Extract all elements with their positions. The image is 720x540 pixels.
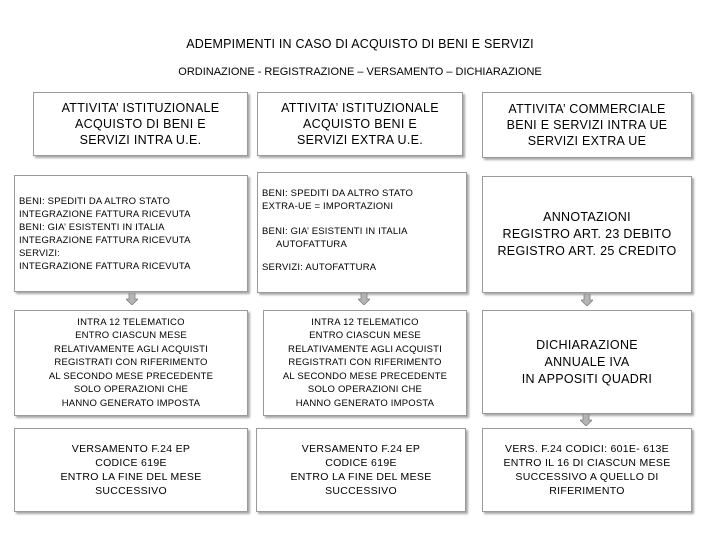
registration-line: BENI: GIA’ ESISTENTI IN ITALIA: [19, 221, 165, 233]
payment-line: VERSAMENTO F.24 EP: [71, 443, 191, 455]
declaration-line: IN APPOSITI QUADRI: [521, 371, 653, 386]
payment-box-istituzionale-intra: [14, 428, 248, 512]
down-arrow-icon: [126, 293, 138, 305]
payment-line: ENTRO LA FINE DEL MESE: [60, 471, 202, 483]
header-line: SERVIZI EXTRA UE: [527, 134, 647, 148]
registration-line: AUTOFATTURA: [276, 239, 347, 250]
down-arrow-icon: [580, 414, 592, 426]
registration-line: ANNOTAZIONI: [543, 210, 631, 224]
declaration-line: AL SECONDO MESE PRECEDENTE: [48, 370, 214, 382]
declaration-line: REGISTRATI CON RIFERIMENTO: [54, 357, 208, 369]
declaration-box-istituzionale-extra: [263, 310, 467, 416]
declaration-line: DICHIARAZIONE: [536, 337, 638, 352]
header-box-istituzionale-extra: [257, 92, 463, 156]
payment-line: CODICE 619E: [95, 457, 167, 469]
header-box-commerciale: [482, 92, 692, 158]
header-line: SERVIZI INTRA U.E.: [79, 133, 202, 147]
registration-line: INTEGRAZIONE FATTURA RICEVUTA: [19, 208, 191, 220]
payment-line: VERS. F.24 CODICI: 601E- 613E: [505, 443, 669, 455]
declaration-line: HANNO GENERATO IMPOSTA: [61, 397, 201, 409]
header-line: ACQUISTO BENI E: [302, 117, 417, 131]
declaration-line: ENTRO CIASCUN MESE: [309, 330, 421, 342]
declaration-box-istituzionale-intra: [14, 310, 248, 416]
header-line: ATTIVITA’ COMMERCIALE: [508, 102, 666, 116]
declaration-line: RELATIVAMENTE AGLI ACQUISTI: [288, 343, 442, 355]
declaration-line: AL SECONDO MESE PRECEDENTE: [282, 370, 448, 382]
payment-line: SUCCESSIVO: [95, 485, 167, 497]
registration-line: REGISTRO ART. 23 DEBITO: [502, 227, 672, 241]
declaration-line: RELATIVAMENTE AGLI ACQUISTI: [54, 343, 208, 355]
registration-line: REGISTRO ART. 25 CREDITO: [497, 244, 677, 258]
page-title: ADEMPIMENTI IN CASO DI ACQUISTO DI BENI E SERVIZI: [186, 37, 534, 51]
header-line: ATTIVITA’ ISTITUZIONALE: [281, 101, 439, 115]
header-line: ATTIVITA’ ISTITUZIONALE: [61, 101, 220, 115]
declaration-line: SOLO OPERAZIONI CHE: [307, 384, 423, 396]
down-arrow-icon: [581, 294, 593, 306]
payment-line: SUCCESSIVO: [325, 485, 397, 497]
declaration-box-commerciale: [482, 310, 692, 414]
payment-box-istituzionale-extra: [256, 428, 466, 512]
registration-line: SERVIZI: AUTOFATTURA: [262, 262, 377, 273]
payment-box-commerciale: [482, 428, 692, 512]
declaration-line: INTRA 12 TELEMATICO: [311, 316, 419, 328]
registration-line: BENI: SPEDITI DA ALTRO STATO: [19, 195, 171, 207]
registration-line: INTEGRAZIONE FATTURA RICEVUTA: [19, 260, 191, 272]
registration-line: EXTRA-UE = IMPORTAZIONI: [262, 201, 394, 212]
registration-box-istituzionale-intra: [14, 175, 248, 292]
header-line: BENI E SERVIZI INTRA UE: [506, 118, 668, 132]
payment-line: SUCCESSIVO A QUELLO DI: [515, 471, 659, 483]
payment-line: RIFERIMENTO: [549, 485, 625, 497]
registration-box-istituzionale-extra: [257, 172, 467, 293]
declaration-line: ENTRO CIASCUN MESE: [75, 330, 187, 342]
payment-line: ENTRO LA FINE DEL MESE: [290, 471, 432, 483]
registration-line: INTEGRAZIONE FATTURA RICEVUTA: [19, 234, 191, 246]
declaration-line: INTRA 12 TELEMATICO: [77, 316, 185, 328]
payment-line: ENTRO IL 16 DI CIASCUN MESE: [503, 457, 671, 469]
registration-line: BENI: SPEDITI DA ALTRO STATO: [262, 188, 414, 199]
declaration-line: HANNO GENERATO IMPOSTA: [295, 397, 435, 409]
header-box-istituzionale-intra: [33, 92, 248, 156]
registration-box-commerciale: [482, 176, 692, 293]
registration-line: SERVIZI:: [19, 247, 61, 259]
header-line: SERVIZI EXTRA U.E.: [296, 133, 424, 147]
header-line: ACQUISTO DI BENI E: [75, 117, 206, 131]
declaration-line: SOLO OPERAZIONI CHE: [73, 384, 189, 396]
page-subtitle: ORDINAZIONE - REGISTRAZIONE – VERSAMENTO – DICHIARAZIONE: [178, 66, 542, 78]
down-arrow-icon: [358, 293, 370, 305]
declaration-line: REGISTRATI CON RIFERIMENTO: [288, 357, 442, 369]
declaration-line: ANNUALE IVA: [544, 354, 630, 369]
payment-line: VERSAMENTO F.24 EP: [301, 443, 421, 455]
payment-line: CODICE 619E: [325, 457, 397, 469]
registration-line: BENI: GIA’ ESISTENTI IN ITALIA: [262, 226, 408, 237]
